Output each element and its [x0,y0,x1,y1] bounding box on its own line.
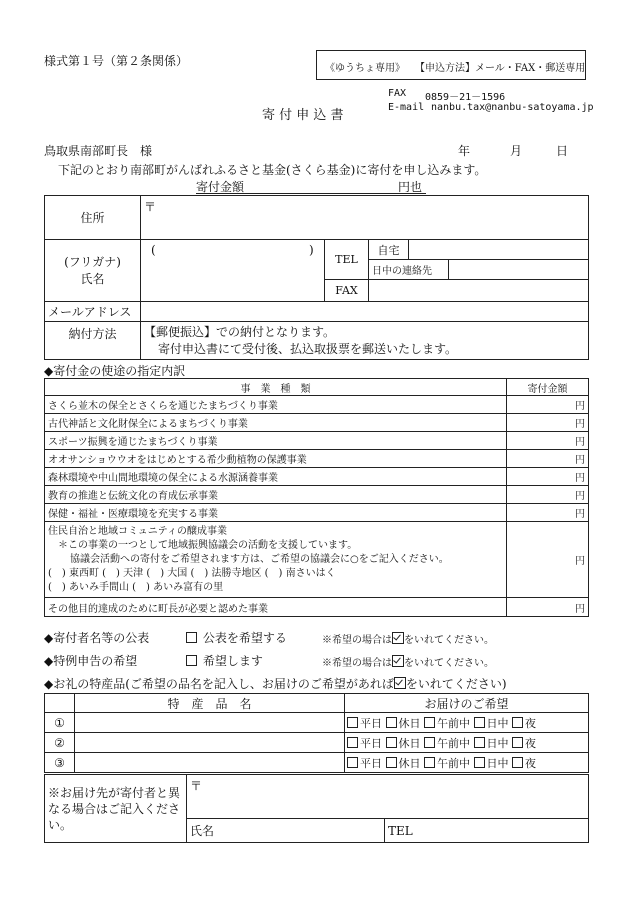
tax-option[interactable] [186,652,263,669]
community-line-2: ＊この事業の一つとして地域振興協議会の活動を支援しています。 [58,539,358,551]
fax-field[interactable] [369,280,589,302]
usage-row-label: 保健・福祉・医療環境を充実する事業 [45,504,507,522]
delivery-option-label: 午前中 [437,716,470,730]
usage-row-label: 古代神話と文化財保全によるまちづくり事業 [45,414,507,432]
usage-amount-field[interactable]: 円 [507,598,589,617]
publish-label: ◆寄付者名等の公表 [44,631,150,645]
furigana-paren-close: ) [309,243,314,257]
usage-table [44,378,589,617]
alt-postal-mark: 〒 [190,779,203,793]
usage-amount-field[interactable]: 円 [507,486,589,504]
usage-amount-field[interactable]: 円 [507,414,589,432]
community-line-3: 協議会活動への寄付をご希望されます方は、ご希望の協議会に○をご記入ください。 [70,553,449,565]
delivery-option-label: 平日 [360,756,382,770]
usage-row-label: その他目的達成のために町長が必要と認めた事業 [45,598,507,617]
tax-note [322,654,494,669]
name-label-cell [45,240,141,302]
application-method-box [316,50,586,80]
delivery-checkbox[interactable] [474,717,485,728]
payment-method-cell [141,322,589,360]
community-options-1[interactable]: ( ) 東西町 ( ) 天津 ( ) 大国 ( ) 法勝寺地区 ( ) 南さいはく [48,567,336,579]
daytime-tel-field[interactable] [449,260,589,280]
gift-name-field[interactable] [75,753,345,773]
alt-delivery-note: ※お届け先が寄付者と異なる場合はご記入ください。 [45,775,187,843]
alt-delivery-table [44,774,589,843]
delivery-option-label: 平日 [360,716,382,730]
donation-amount-label: 寄付金額 [196,180,245,194]
delivery-option-label: 休日 [398,716,421,730]
usage-section-title: ◆寄付金の使途の指定内訳 [44,364,186,378]
delivery-option-label: 休日 [398,756,421,770]
gift-col-name: 特 産 品 名 [75,694,345,713]
delivery-option-label: 夜 [525,756,536,770]
publish-note-post: をいれてください。 [404,635,494,646]
usage-amount-field[interactable]: 円 [507,450,589,468]
usage-row-label: 森林環境や中山間地環境の保全による水源涵養事業 [45,468,507,486]
delivery-checkbox[interactable] [474,737,485,748]
payment-line-2: 寄付申込書にて受付後、払込取扱票を郵送いたします。 [158,341,458,356]
fax-label: FAX [388,88,407,99]
applicant-table [44,195,589,360]
publish-note [322,631,494,646]
usage-col-project: 事 業 種 類 [45,379,507,396]
furigana-paren-open: ( [151,243,156,257]
name-field[interactable] [141,240,325,302]
delivery-checkbox[interactable] [386,737,397,748]
delivery-option-label: 日中 [486,756,509,770]
usage-row-label: 教育の推進と伝統文化の育成伝承事業 [45,486,507,504]
delivery-checkbox[interactable] [512,737,523,748]
usage-row-label: スポーツ振興を通じたまちづくり事業 [45,432,507,450]
delivery-checkbox[interactable] [512,757,523,768]
yucho-label: 《ゆうちょ専用》 [325,63,405,74]
tax-option-label: 希望します [202,654,263,668]
delivery-option-label: 日中 [486,736,509,750]
alt-name-field[interactable] [187,819,385,843]
payment-line-1: 【郵便振込】での納付となります。 [144,324,336,339]
usage-amount-field[interactable]: 円 [507,468,589,486]
email-field[interactable] [141,302,589,322]
publish-option-label: 公表を希望する [202,631,287,645]
publish-note-pre: ※希望の場合は [322,635,392,646]
form-title: 寄 付 申 込 書 [262,108,344,123]
delivery-option-label: 休日 [398,736,421,750]
delivery-option-label: 午前中 [437,736,470,750]
usage-row-label: さくら並木の保全とさくらを通じたまちづくり事業 [45,396,507,414]
tax-note-pre: ※希望の場合は [322,658,392,669]
gift-table [44,693,589,773]
delivery-checkbox[interactable] [347,737,358,748]
gift-section-title [44,675,507,692]
usage-amount-field[interactable]: 円 [507,396,589,414]
delivery-option-label: 夜 [525,736,536,750]
alt-tel-field[interactable] [385,819,589,843]
intro-text: 下記のとおり南部町がんばれふるさと基金(さくら基金)に寄付を申し込みます。 [58,163,487,177]
delivery-checkbox[interactable] [347,717,358,728]
delivery-checkbox[interactable] [386,757,397,768]
delivery-checkbox[interactable] [347,757,358,768]
email-label-cell: メールアドレス [45,302,141,322]
community-project-cell [45,522,507,598]
payment-label: 納付方法 [45,322,141,360]
gift-label-post: をいれてください) [405,677,507,691]
date-month: 月 [510,144,523,158]
email-label: E-mail [388,102,425,113]
community-line-1: 住民自治と地域コミュニティの醸成事業 [48,525,227,537]
delivery-checkbox[interactable] [424,717,435,728]
delivery-option-label: 夜 [525,716,536,730]
delivery-option-label: 日中 [486,716,509,730]
community-options-2[interactable]: ( ) あいみ手間山 ( ) あいみ富有の里 [48,581,224,593]
name-label: 氏名 [80,271,105,286]
delivery-checkbox[interactable] [512,717,523,728]
gift-row-number: ① [45,713,75,733]
alt-name-label: 氏名 [190,824,215,838]
delivery-checkbox[interactable] [424,757,435,768]
daytime-contact-label: 日中の連絡先 [369,260,449,280]
tel-label: TEL [325,240,369,280]
checkmark-icon [394,677,406,689]
form-number: 様式第１号（第２条関係） [44,54,189,68]
fax-number: 0859－21－1596 [425,92,506,103]
usage-amount-field[interactable]: 円 [507,522,589,598]
delivery-checkbox[interactable] [474,757,485,768]
checkmark-icon [392,655,404,667]
address-label: 住所 [45,196,141,240]
apply-method-label: 【申込方法】メール・FAX・郵送専用 [415,63,586,74]
date-year: 年 [458,144,471,158]
tax-label: ◆特例申告の希望 [44,654,138,668]
home-label: 自宅 [369,240,409,260]
fax-label-cell: FAX [325,280,369,302]
postal-mark: 〒 [144,200,157,214]
publish-checkbox[interactable] [186,632,197,643]
delivery-checkbox[interactable] [386,717,397,728]
address-field[interactable] [141,196,589,240]
tax-checkbox[interactable] [186,655,197,666]
addressee: 鳥取県南部町長 様 [44,144,153,158]
publish-option[interactable] [186,629,287,646]
delivery-option-label: 午前中 [437,756,470,770]
gift-col-delivery: お届けのご希望 [345,694,589,713]
alt-tel-label: TEL [388,823,413,838]
gift-name-field[interactable] [75,713,345,733]
delivery-options [345,753,589,773]
delivery-options [345,733,589,753]
home-tel-field[interactable] [409,240,589,260]
date-day: 日 [556,144,569,158]
delivery-option-label: 平日 [360,736,382,750]
usage-amount-field[interactable]: 円 [507,432,589,450]
gift-label-pre: ◆お礼の特産品(ご希望の品名を記入し、お届けのご希望があれば [44,677,394,691]
usage-col-amount: 寄付金額 [507,379,589,396]
furigana-label: (フリガナ) [64,254,121,269]
alt-address-field[interactable] [187,775,589,819]
gift-row-number: ② [45,733,75,753]
donation-amount-field[interactable] [196,178,426,194]
email-address: nanbu.tax@nanbu-satoyama.jp [431,102,594,113]
gift-name-field[interactable] [75,733,345,753]
gift-row-number: ③ [45,753,75,773]
tax-note-post: をいれてください。 [404,658,494,669]
usage-amount-field[interactable]: 円 [507,504,589,522]
delivery-options [345,713,589,733]
usage-row-label: オオサンショウウオをはじめとする希少動植物の保護事業 [45,450,507,468]
delivery-checkbox[interactable] [424,737,435,748]
checkmark-icon [392,632,404,644]
donation-amount-unit: 円也 [398,180,423,194]
